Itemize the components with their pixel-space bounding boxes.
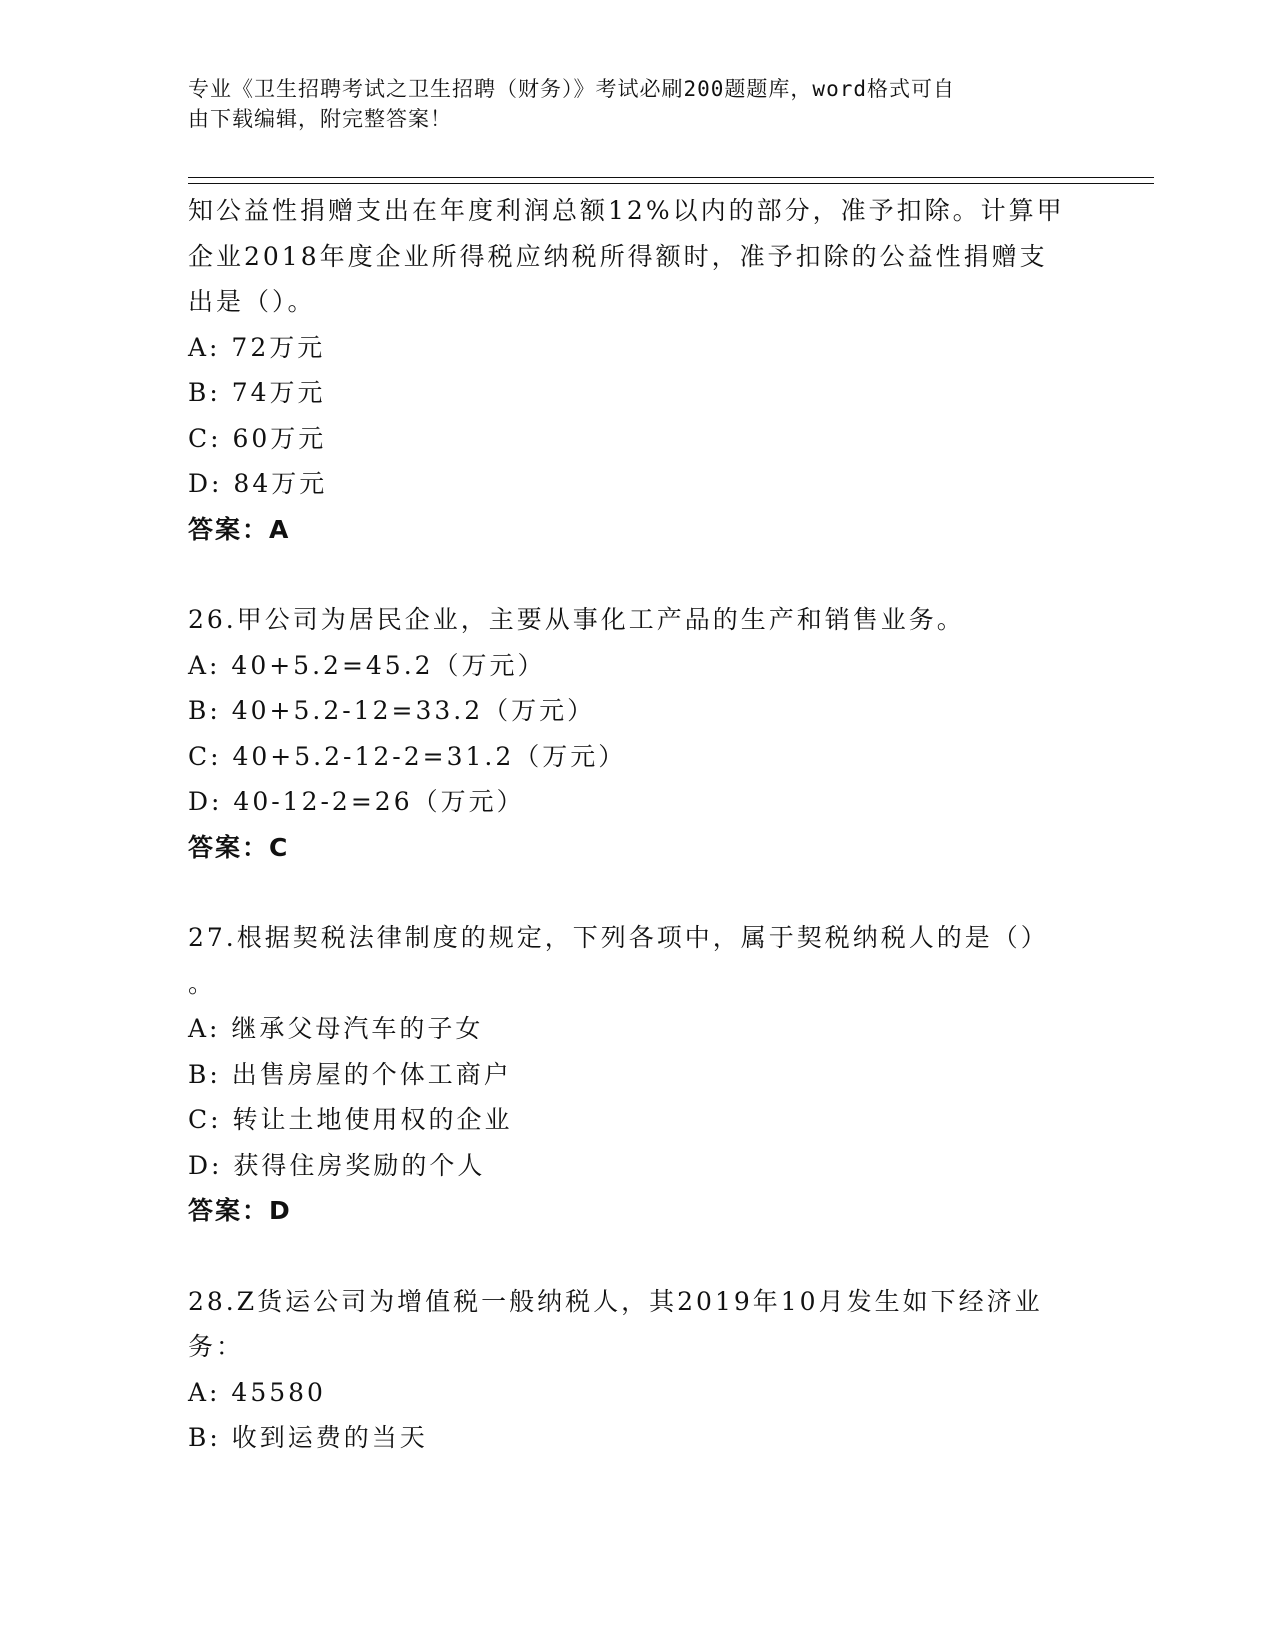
answer-line: 答案：D [188, 1196, 292, 1225]
question-27 [188, 915, 1088, 1234]
question-26 [188, 597, 1088, 870]
question-stem-line: 务： [188, 1332, 245, 1361]
option-d: D: 84万元 [188, 469, 328, 498]
header-line-2: 由下载编辑，附完整答案！ [188, 107, 452, 131]
option-b: B: 出售房屋的个体工商户 [188, 1059, 512, 1089]
question-stem-line: 。 [188, 968, 217, 998]
option-a: A: 45580 [188, 1377, 326, 1407]
header-divider-top [188, 177, 1154, 178]
question-spacer [188, 870, 1088, 915]
question-stem-line: 28.Z货运公司为增值税一般纳税人，其2019年10月发生如下经济业 [188, 1286, 1043, 1316]
option-b: B: 74万元 [188, 378, 326, 407]
answer-line: 答案：C [188, 832, 290, 862]
question-28 [188, 1279, 1088, 1461]
question-spacer [188, 1234, 1088, 1279]
header-line-1: 专业《卫生招聘考试之卫生招聘（财务）》考试必刷200题题库，word格式可自 [188, 77, 955, 101]
question-stem-line: 出是（）。 [188, 287, 316, 316]
option-c: C: 转让土地使用权的企业 [188, 1105, 513, 1134]
question-spacer [188, 552, 1088, 597]
question-stem-line: 27.根据契税法律制度的规定，下列各项中，属于契税纳税人的是（） [188, 923, 1049, 952]
question-25 [188, 188, 1088, 552]
question-stem-line: 26.甲公司为居民企业，主要从事化工产品的生产和销售业务。 [188, 605, 965, 634]
option-a: A: 72万元 [188, 332, 326, 362]
option-d: D: 获得住房奖励的个人 [188, 1150, 486, 1180]
header-divider-bottom [188, 183, 1154, 184]
option-d: D: 40-12-2=26（万元） [188, 787, 525, 816]
question-list [188, 188, 1088, 1461]
option-b: B: 40+5.2-12=33.2（万元） [188, 696, 596, 725]
option-c: C: 40+5.2-12-2=31.2（万元） [188, 741, 627, 771]
option-a: A: 继承父母汽车的子女 [188, 1014, 484, 1043]
document-header [188, 74, 1068, 134]
question-stem-line: 企业2018年度企业所得税应纳税所得额时，准予扣除的公益性捐赠支 [188, 241, 1048, 271]
option-a: A: 40+5.2=45.2（万元） [188, 650, 546, 680]
option-b: B: 收到运费的当天 [188, 1423, 428, 1452]
answer-line: 答案：A [188, 514, 291, 544]
option-c: C: 60万元 [188, 423, 327, 453]
question-stem-line: 知公益性捐赠支出在年度利润总额12%以内的部分，准予扣除。计算甲 [188, 196, 1065, 225]
